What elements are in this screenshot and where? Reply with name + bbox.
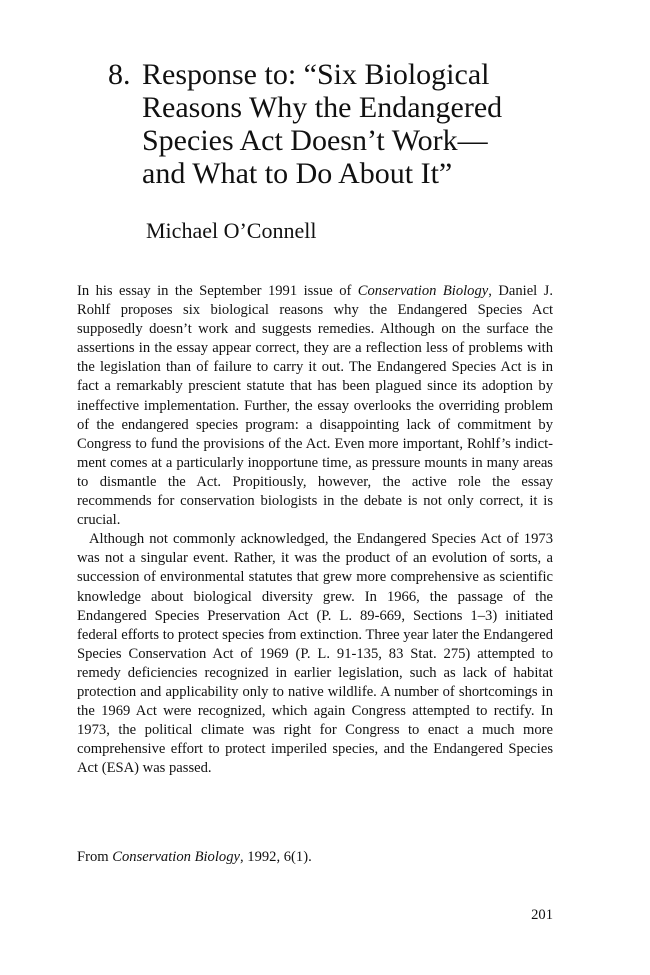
chapter-title-line-2: Reasons Why the Endangered <box>142 91 503 124</box>
chapter-title-text-1: Response to: “Six Biological <box>142 58 490 91</box>
chapter-title <box>108 58 588 190</box>
chapter-title-line-3: Species Act Doesn’t Work— <box>142 124 488 157</box>
paragraph-1 <box>77 282 553 530</box>
chapter-title-line-4: and What to Do About It” <box>142 157 453 190</box>
paragraph-1-lead: In his essay in the September 1991 issue of <box>77 283 358 299</box>
source-journal: Conservation Biology <box>112 849 240 865</box>
paragraph-2: Although not commonly acknowledged, the Endangered Species Act of 1973 was not a singular event. Rather, it was the product of an evolution of sorts, a succession of environmental statutes that grew more comprehensive as scientific knowledge about biological diversity grew. In 1966, the passage of the Endangered Species Preservation Act (P. L. 89-669, Sections 1–3) initiated federal efforts to protect species from extinction. Three year later the Endangered Species Conservation Act of 1969 (P. L. 91-135, 83 Stat. 275) attempted to remedy deficiencies recognized in earlier legislation, such as lack of habitat protection and applicability only to native wildlife. A number of shortcomings in the 1969 Act were recognized, which again Congress attempted to rectify. In 1973, the political climate was right for Congress to enact a much more comprehensive effort to protect imperiled species, and the Endangered Species Act (ESA) was passed. <box>77 531 553 777</box>
page-number: 201 <box>531 907 553 923</box>
body-text <box>77 282 553 778</box>
author-name: Michael O’Connell <box>146 218 317 243</box>
paragraph-1-text: , Daniel J. Rohlf proposes six biological reasons why the Endangered Species Act supposedly doesn’t work and suggests remedies. Although on the surface the assertions in the essay appear correct, they are a reflection less of problems with the legislation than of failure to carry it out. The Endangered Species Act is in fact a remarkably prescient statute that has been plagued since its adoption by ineffective implementation. Further, the essay overlooks the overriding problem of the endangered species program: a disappointing lack of commitment by Congress to fund the provisions of the Act. Even more important, Rohlf’s indictment comes at a particularly inopportune time, as pressure mounts in many areas to dismantle the Act. Propitiously, however, the active role the essay recommends for conservation biologists in the debate is not only correct, it is crucial. <box>77 283 553 529</box>
chapter-title-line-1 <box>108 58 588 91</box>
source-note <box>77 848 312 867</box>
chapter-number: 8. <box>108 58 131 91</box>
source-suffix: , 1992, 6(1). <box>239 849 312 865</box>
journal-title: Conservation Biology <box>357 283 489 299</box>
source-prefix: From <box>77 849 113 865</box>
